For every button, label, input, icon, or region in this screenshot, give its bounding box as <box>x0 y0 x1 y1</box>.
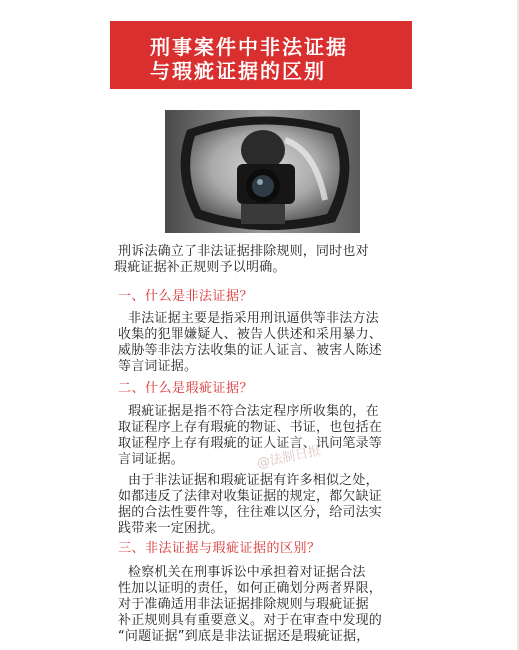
section-heading-1: 一、什么是非法证据？ <box>118 289 254 304</box>
title-line-2: 与瑕疵证据的区别 <box>150 59 326 83</box>
section-2-p1-line-1: 瑕疵证据是指不符合法定程序所收集的，在 <box>128 404 379 419</box>
section-heading-3: 三、非法证据与瑕疵证据的区别？ <box>118 541 321 556</box>
section-3-line-5: “问题证据”到底是非法证据还是瑕疵证据， <box>118 629 370 644</box>
section-1-line-3: 威胁等非法方法收集的证人证言、被害人陈述 <box>118 343 383 358</box>
section-3-line-2: 性加以证明的责任，如何正确划分两者界限， <box>118 581 383 596</box>
section-1-line-2: 收集的犯罪嫌疑人、被告人供述和采用暴力、 <box>118 327 383 342</box>
title-line-1: 刑事案件中非法证据 <box>150 35 348 59</box>
section-2-p1-line-3: 取证程序上存有瑕疵的证人证言、讯问笔录等 <box>118 436 383 451</box>
section-2-paragraph-1 <box>118 404 382 468</box>
section-2-p2-line-2: 如都违反了法律对收集证据的规定，都欠缺证 <box>118 489 383 504</box>
section-1-paragraph <box>118 311 382 375</box>
camera-mirror-photo <box>165 110 360 233</box>
section-1-line-1: 非法证据主要是指采用刑讯逼供等非法方法 <box>128 311 379 326</box>
section-2-p1-line-4: 言词证据。 <box>118 452 185 467</box>
intro-line-1: 刑诉法确立了非法证据排除规则，同时也对 <box>118 244 369 259</box>
section-2-paragraph-2 <box>118 473 382 537</box>
watermark: @法制日报 <box>255 443 323 472</box>
intro-paragraph <box>114 244 369 276</box>
title-banner <box>110 21 412 89</box>
section-heading-2: 二、什么是瑕疵证据？ <box>118 381 254 396</box>
section-2-p2-line-4: 践带来一定困扰。 <box>118 521 224 536</box>
section-3-line-1: 检察机关在刑事诉讼中承担着对证据合法 <box>128 565 366 580</box>
section-3-line-4: 补正规则具有重要意义。对于在审查中发现的 <box>118 613 383 628</box>
section-3-line-3: 对于准确适用非法证据排除规则与瑕疵证据 <box>118 597 369 612</box>
intro-line-2: 瑕疵证据补正规则予以明确。 <box>114 260 286 275</box>
section-2-p2-line-1: 由于非法证据和瑕疵证据有许多相似之处， <box>128 473 379 488</box>
section-2-p1-line-2: 取证程序上存有瑕疵的物证、书证，也包括在 <box>118 420 383 435</box>
section-3-paragraph <box>118 565 382 645</box>
photo-illustration <box>165 110 360 233</box>
section-1-line-4: 等言词证据。 <box>118 359 198 374</box>
section-2-p2-line-3: 据的合法性要件等，往往难以区分，给司法实 <box>118 505 383 520</box>
